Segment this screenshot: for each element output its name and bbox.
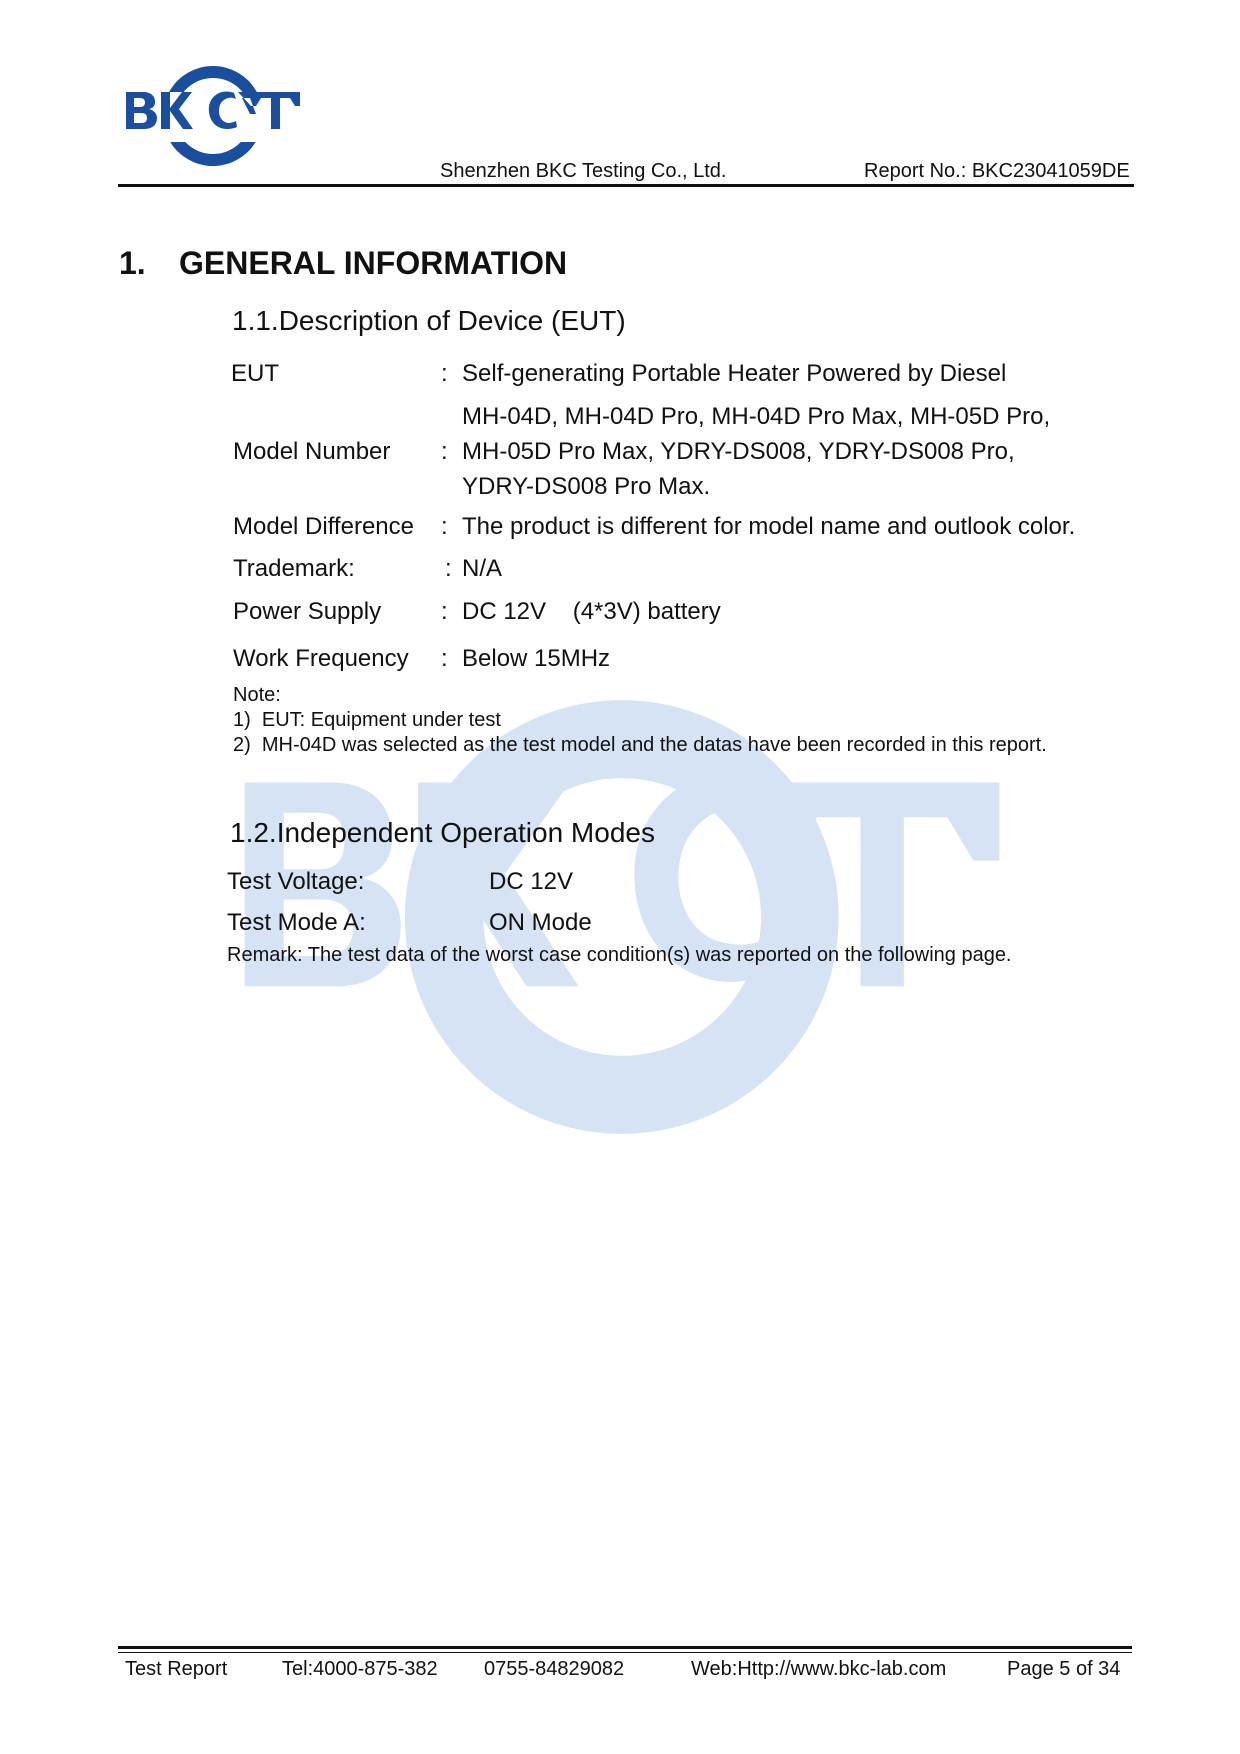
header-divider (118, 184, 1134, 187)
note-item: 2) MH-04D was selected as the test model and the datas have been recorded in this report. (233, 734, 1047, 756)
footer-divider-thin (118, 1652, 1132, 1653)
row-value-line: YDRY-DS008 Pro Max. (462, 473, 711, 500)
section-number: 1. (119, 245, 146, 281)
row-colon: : (445, 555, 452, 582)
bkct-logo (124, 62, 302, 170)
row-value: N/A (462, 555, 503, 582)
footer-divider (118, 1646, 1132, 1649)
footer-doc-type: Test Report (125, 1658, 228, 1680)
row-value-line: MH-04D, MH-04D Pro, MH-04D Pro Max, MH-05D Pro, (462, 403, 1051, 430)
row-label: Model Difference (233, 513, 414, 540)
row-value-line: MH-05D Pro Max, YDRY-DS008, YDRY-DS008 Pro, (462, 438, 1015, 465)
row-colon: : (441, 360, 448, 387)
row-value: DC 12V (489, 868, 574, 895)
note-heading: Note: (233, 684, 281, 706)
row-colon: : (441, 645, 448, 672)
row-label: Trademark: (233, 555, 355, 582)
section-title: GENERAL INFORMATION (179, 245, 568, 281)
report-number: Report No.: BKC23041059DE (864, 160, 1130, 182)
row-value: ON Mode (489, 909, 592, 936)
remark: Remark: The test data of the worst case condition(s) was reported on the following page. (227, 944, 1012, 966)
row-label: Work Frequency (233, 645, 409, 672)
footer-tel: Tel:4000-875-382 (282, 1658, 438, 1680)
row-colon: : (441, 438, 448, 465)
footer-phone: 0755-84829082 (484, 1658, 625, 1680)
footer-page-number: Page 5 of 34 (1007, 1658, 1121, 1680)
row-colon: : (441, 513, 448, 540)
row-label: Test Mode A: (227, 909, 366, 936)
row-label: EUT (231, 360, 279, 387)
row-label: Model Number (233, 438, 391, 465)
row-value: DC 12V (4*3V) battery (462, 598, 721, 625)
row-value: The product is different for model name and outlook color. (462, 513, 1076, 540)
note-item: 1) EUT: Equipment under test (233, 709, 501, 731)
row-value: Below 15MHz (462, 645, 611, 672)
subsection-title-operation-modes: 1.2.Independent Operation Modes (230, 817, 655, 848)
footer-website: Web:Http://www.bkc-lab.com (691, 1658, 947, 1680)
row-colon: : (441, 598, 448, 625)
company-name: Shenzhen BKC Testing Co., Ltd. (440, 160, 727, 182)
row-value: Self-generating Portable Heater Powered by Diesel (462, 360, 1007, 387)
subsection-title-description: 1.1.Description of Device (EUT) (232, 305, 626, 336)
row-label: Power Supply (233, 598, 382, 625)
row-label: Test Voltage: (227, 868, 365, 895)
